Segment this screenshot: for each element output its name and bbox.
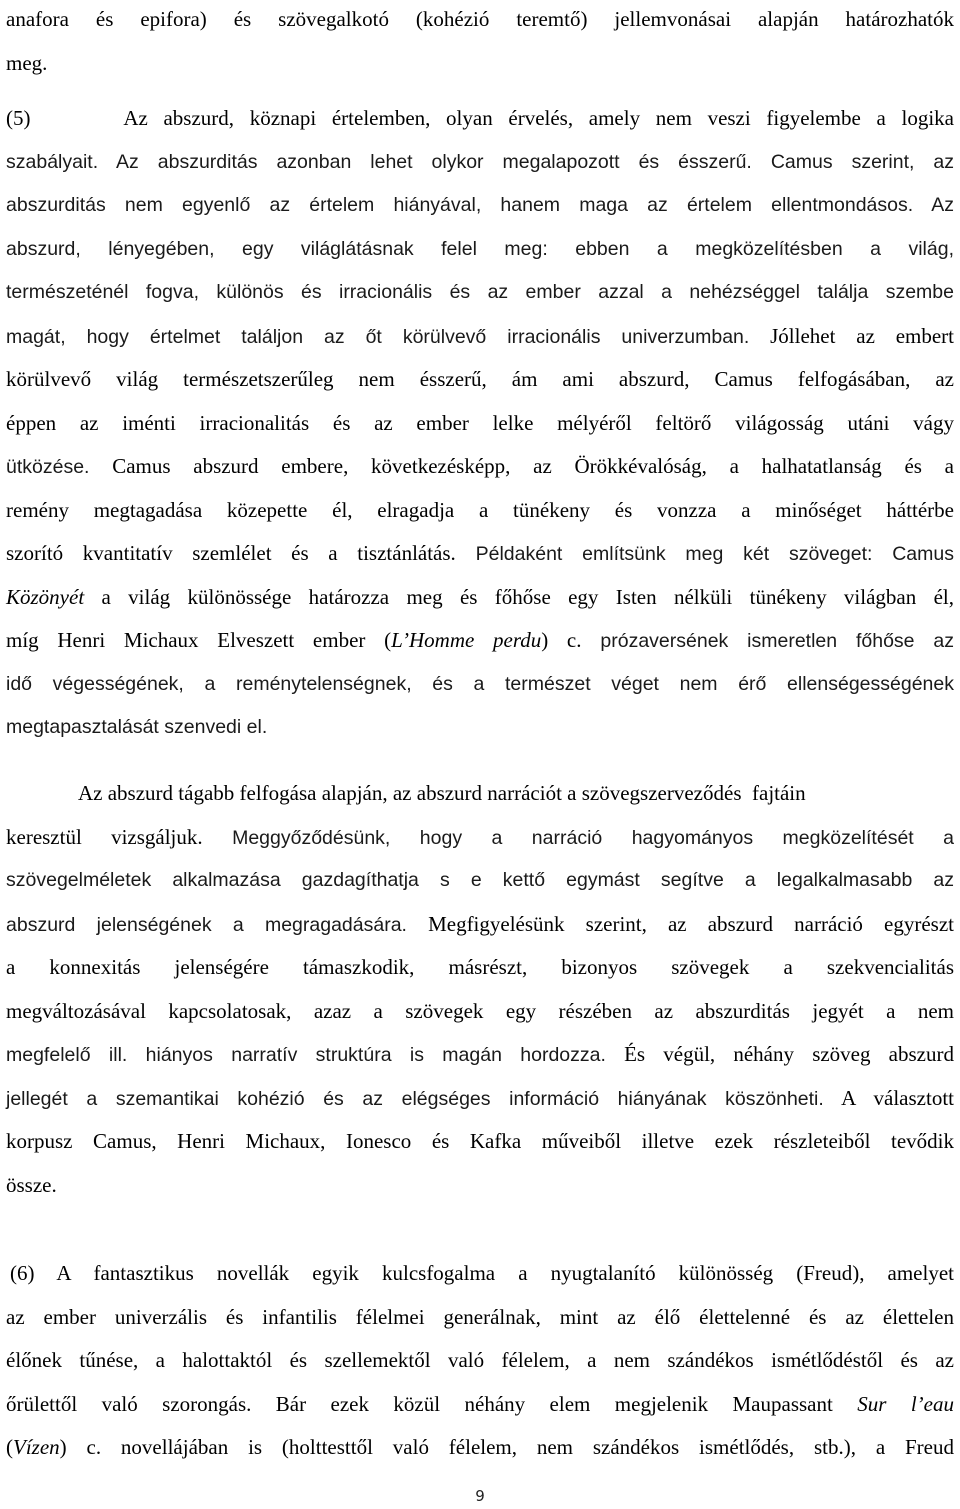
text-line (6, 1383, 954, 1427)
text-line: (5) Az abszurd, köznapi értelemben, olyan érvelés, amely nem veszi figyelembe a logika (6, 106, 954, 130)
text-run: Példaként említsünk meg két szöveget: Camus (455, 543, 954, 565)
paragraph-6 (6, 1252, 954, 1470)
text-line: szövegelméletek alkalmazása gazdagíthatja s e kettő egymást segítve a legalkalmasabb az (6, 869, 954, 891)
text-line (6, 1077, 954, 1121)
text-run: megfelelő ill. hiányos narratív struktúra is magán hordozza. (6, 1044, 606, 1066)
paragraph-5 (6, 97, 954, 750)
text-line: Az abszurd tágabb felfogása alapján, az abszurd narrációt a szövegszerveződés fajtáin (78, 781, 806, 805)
text-line (6, 1426, 954, 1470)
text-line: korpusz Camus, Henri Michaux, Ionesco és Kafka műveiből illetve ezek részleteiből tevődik (6, 1129, 954, 1153)
text-line: élőnek tűnése, a halottaktól és szellemektől való félelem, a nem szándékos ismétlődéstől és az (6, 1348, 954, 1372)
text-line: anafora és epifora) és szövegalkotó (kohézió teremtő) jellemvonásai alapján határozhatók (6, 7, 954, 31)
text-line: megtapasztalását szenvedi el. (6, 716, 268, 738)
text-line (6, 903, 954, 947)
text-run: ( (6, 1435, 13, 1459)
text-run: míg Henri Michaux Elveszett ember ( (6, 628, 392, 652)
document-page (6, 0, 954, 1509)
book-title-italic: Vízen (13, 1435, 60, 1459)
text-line (6, 445, 954, 489)
text-run: ) c. (541, 628, 582, 652)
book-title-italic: Közönyét (6, 584, 85, 609)
text-run: keresztül vizsgáljuk. (6, 824, 203, 849)
text-line (6, 576, 954, 620)
text-line: a konnexitás jelenségére támaszkodik, másrészt, bizonyos szövegek a szekvencialitás (6, 955, 954, 979)
text-line: (6) A fantasztikus novellák egyik kulcsfogalma a nyugtalanító különösség (Freud), amelyet (10, 1261, 954, 1285)
text-run: jellegét a szemantikai kohézió és az elégséges információ hiányának köszönheti. (6, 1087, 824, 1110)
text-run: Camus abszurd embere, következésképp, az Örökkévalóság, a halhatatlanság és a (89, 454, 954, 478)
text-line: megváltozásával kapcsolatosak, azaz a szövegek egy részében az abszurditás jegyét a nem (6, 998, 954, 1023)
text-run: abszurd jelenségének a megragadására. (6, 913, 407, 936)
text-line: éppen az iménti irracionalitás és az ember lelke mélyéről feltörő világosság utáni vágy (6, 410, 954, 435)
text-line: az ember univerzális és infantilis félelmei generálnak, mint az élő élettelenné és az élettelen (6, 1304, 954, 1329)
text-line (6, 315, 954, 359)
text-run: magát, hogy értelmet találjon az őt körülvevő irracionális univerzumban. (6, 325, 750, 348)
paragraph-5-continued (6, 772, 954, 1207)
page-number: 9 (475, 1487, 485, 1505)
text-run: És végül, néhány szöveg abszurd (605, 1042, 954, 1066)
text-run: szorító kvantitatív szemlélet és a tisztánlátás. (6, 541, 456, 565)
text-run: ütközése. (6, 456, 90, 478)
text-run: Meggyőződésünk, hogy a narráció hagyományos megközelítését a (202, 826, 954, 849)
text-line: szabályait. Az abszurditás azonban lehet olykor megalapozott és ésszerű. Camus szerint, az (6, 150, 954, 173)
text-line: remény megtagadása közepette él, elragadja a tünékeny és vonzza a minőséget háttérbe (6, 497, 954, 522)
text-line (6, 532, 954, 576)
text-run: őrülettől való szorongás. Bár ezek közül néhány elem megjelenik Maupassant (6, 1391, 858, 1416)
text-line: idő végességének, a reménytelenségnek, és a természet véget nem érő ellenségességének (6, 672, 954, 695)
text-line: meg. (6, 50, 48, 75)
text-line (6, 816, 954, 860)
book-title-italic: L’Homme perdu (391, 628, 542, 652)
text-run: ) c. novellájában is (holttesttől való félelem, nem szándékos ismétlődés, stb.), a Freud (59, 1435, 954, 1459)
paragraph-previous (6, 0, 954, 85)
text-line: természeténél fogva, különös és irracionális és az ember azzal a nehézséggel találja szembe (6, 281, 954, 303)
text-run: prózaversének ismeretlen főhőse az (581, 630, 954, 652)
text-line (6, 1033, 954, 1077)
text-line: abszurditás nem egyenlő az értelem hiányával, hanem maga az értelem ellentmondásos. Az (6, 194, 954, 216)
text-run: Jóllehet az embert (749, 323, 955, 348)
text-line: össze. (6, 1172, 57, 1197)
book-title-italic: Sur l’eau (857, 1391, 954, 1416)
text-line (6, 619, 954, 663)
text-line: körülvevő világ természetszerűleg nem ésszerű, ám ami abszurd, Camus felfogásában, az (6, 367, 954, 391)
text-run: a világ különössége határozza meg és főhőse egy Isten nélküli tünékeny világban él, (84, 584, 954, 609)
text-run: A választott (823, 1085, 954, 1110)
text-line: abszurd, lényegében, egy világlátásnak felel meg: ebben a megközelítésben a világ, (6, 237, 954, 260)
text-run: Megfigyelésünk szerint, az abszurd narráció egyrészt (406, 911, 954, 936)
